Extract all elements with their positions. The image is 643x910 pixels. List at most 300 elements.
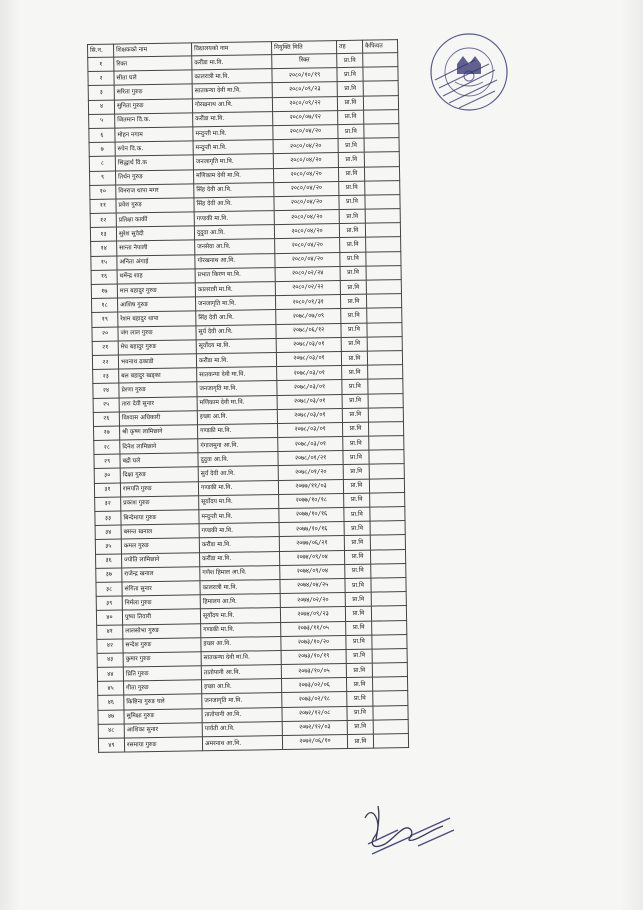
cell-appointment-date: २०७८/०६/१२ [276,323,341,338]
cell-school-name: तातोपानी आ.वि. [201,665,281,680]
cell-sn: ४ [88,100,114,115]
cell-appointment-date: २०८०/०४/२० [273,139,338,154]
cell-level: प्रा.वि [341,309,367,324]
cell-sn: १२ [90,213,116,228]
cell-teacher-name: रामपति गुरुङ [120,481,198,496]
cell-appointment-date: २०७७/११/०३ [278,479,343,494]
cell-sn: ४३ [97,653,123,668]
cell-teacher-name: बल बहादुर खड्का [119,368,197,383]
cell-remarks [372,634,407,649]
cell-teacher-name: रिक्त [114,56,192,71]
cell-sn: ३७ [96,568,122,583]
cell-teacher-name: मोहन नगाम [115,127,193,142]
cell-appointment-date: २०७८/०३/०१ [276,351,341,366]
cell-school-name: मन्दुन्ती मा.वि. [193,140,273,155]
cell-appointment-date: २०८०/०४/२० [273,167,338,182]
cell-school-name: गण्डकी मा.वि. [197,423,277,438]
cell-sn: ३२ [95,497,121,512]
cell-teacher-name: सीता घले [114,70,192,85]
cell-appointment-date: २०७३/११/०५ [281,621,346,636]
cell-appointment-date: २०८०/०९/२२ [272,96,337,111]
cell-level: प्रा.वि [344,507,370,522]
cell-sn: ६ [89,128,115,143]
cell-remarks [367,308,402,323]
cell-remarks [368,393,403,408]
cell-school-name: सातकन्या देवी मा.वि. [192,83,272,98]
cell-sn: १३ [90,227,116,242]
cell-appointment-date: २०७४/०९/०४ [280,564,345,579]
cell-appointment-date: २०७८/०३/०१ [278,437,343,452]
cell-school-name: कालरात्री मा.वि. [192,69,272,84]
cell-remarks [363,95,398,110]
cell-level: प्रा.वि [340,280,366,295]
cell-remarks [369,478,404,493]
cell-level: प्रा.वि [342,365,368,380]
cell-sn: १ [88,57,114,72]
cell-school-name: सिंह देवी आ.वि. [196,310,276,325]
cell-level: प्रा.वि [341,323,367,338]
cell-remarks [368,365,403,380]
cell-level: प्रा.वि [337,67,363,82]
cell-remarks [371,577,406,592]
cell-sn: ३० [94,468,120,483]
cell-teacher-name: विश्वास अधिकारी [119,411,197,426]
cell-school-name: सूर्योदय मा.वि. [196,338,276,353]
cell-teacher-name: जंग लाल गुरुङ [118,325,196,340]
cell-teacher-name: श्री कृष्ण लामिछाने [120,425,198,440]
cell-remarks [364,138,399,153]
cell-teacher-name: कमल गुरुङ [121,538,199,553]
cell-school-name: सूर्योदय मा.वि. [199,494,279,509]
cell-sn: २ [88,71,114,86]
cell-remarks [368,421,403,436]
cell-teacher-name: तारा देवी सुनार [119,396,197,411]
cell-remarks [367,336,402,351]
cell-teacher-name: प्रेरणा गुरुङ [119,382,197,397]
cell-level: प्रा.वि [347,706,373,721]
cell-appointment-date: २०७४/०९/२३ [280,607,345,622]
cell-school-name: सिंह देवी आ.वि. [194,182,274,197]
cell-sn: ११ [90,199,116,214]
cell-school-name: गोरखनाथ आ.वि. [192,97,272,112]
cell-teacher-name: पुष्पा तिवारी [122,609,200,624]
cell-level: प्रा.वि [346,677,372,692]
cell-appointment-date: २०८०/०४/२० [274,195,339,210]
cell-sn: ४८ [98,724,124,739]
cell-remarks [372,663,407,678]
cell-school-name: इच्छा आ.वि. [201,636,281,651]
cell-level: प्रा.वि [343,479,369,494]
cell-appointment-date: २०८०/०४/२० [275,238,340,253]
cell-remarks [365,180,400,195]
cell-school-name: सुर्य देवी आ.वि. [196,324,276,339]
cell-teacher-name: भवनाथ ढकाडी [118,354,196,369]
cell-remarks [366,237,401,252]
table-body [88,53,409,753]
cell-appointment-date: २०८०/०७/१२ [273,110,338,125]
cell-remarks [370,535,405,550]
cell-teacher-name: धर्मेन्द्र शाह [117,269,195,284]
cell-level: प्रा.वि [338,152,364,167]
cell-appointment-date: २०७२/१२/०८ [282,706,347,721]
cell-level: प्रा.वि [338,124,364,139]
cell-school-name: मणिकाम देवी मा.वि. [193,168,273,183]
cell-appointment-date: २०७७/१०/१६ [279,508,344,523]
cell-remarks [363,53,398,68]
header-school-name: विद्यालयको नाम [191,42,271,56]
cell-school-name: मन्दुन्ती मा.वि. [193,126,273,141]
cell-teacher-name: दिक्षा गुरुङ [120,467,198,482]
cell-school-name: तातोपानी आ.वि. [202,707,282,722]
cell-sn: २७ [94,426,120,441]
cell-school-name: गण्डकी मा.वि. [198,480,278,495]
cell-level: प्रा.वि [338,110,364,125]
cell-sn: ४९ [98,738,124,753]
cell-school-name: गण्डकी मा.वि. [201,622,281,637]
cell-remarks [366,280,401,295]
cell-level: प्रा.वि [346,649,372,664]
cell-teacher-name: प्रकाश गुरुङ [121,496,199,511]
cell-level: प्रा.वि [342,422,368,437]
cell-remarks [373,734,408,749]
cell-level: प्रा.वि [343,450,369,465]
cell-remarks [368,379,403,394]
cell-level: प्रा.वि [339,181,365,196]
cell-school-name: गण्डकी मा.वि. [199,523,279,538]
cell-appointment-date: २०८०/०४/२० [274,181,339,196]
cell-appointment-date: २०८०/०४/२० [274,210,339,225]
cell-school-name: करौंडा मा.वि. [199,551,279,566]
cell-appointment-date: २०७७/०६/२१ [279,536,344,551]
cell-sn: ३५ [95,539,121,554]
cell-appointment-date: २०७४/०४/२५ [280,578,345,593]
cell-remarks [370,521,405,536]
cell-teacher-name: मान बहादुर गुरुङ [117,283,195,298]
cell-school-name: करौंडा मा.वि. [196,353,276,368]
cell-level: प्रा.वि [347,720,373,735]
cell-level: प्रा.वि [339,195,365,210]
header-level: तह [336,40,362,53]
cell-appointment-date: २०८०/०४/२० [273,153,338,168]
cell-level: प्रा.वि [344,521,370,536]
cell-sn: १८ [92,298,118,313]
cell-remarks [366,251,401,266]
cell-sn: १६ [91,270,117,285]
cell-remarks [367,351,402,366]
cell-appointment-date: २०७७/१०/१६ [279,522,344,537]
cell-teacher-name: आशिष गुरुङ [117,297,195,312]
cell-level: प्रा.वि [342,394,368,409]
cell-level: प्रा.वि [340,238,366,253]
cell-remarks [369,464,404,479]
cell-appointment-date: २०७८/०३/०१ [277,408,342,423]
cell-sn: २४ [93,383,119,398]
cell-remarks [369,450,404,465]
cell-remarks [364,166,399,181]
cell-teacher-name: प्रतिक्षा कार्की [116,212,194,227]
cell-appointment-date: २०८०/०४/२० [273,125,338,140]
cell-sn: ३ [88,85,114,100]
cell-teacher-name: ज्योति लामिछाने [122,552,200,567]
cell-school-name: मन्दुन्ती मा.वि. [199,509,279,524]
cell-appointment-date: २०७८/०१/२१ [278,451,343,466]
cell-appointment-date: २०७८/०३/०१ [277,366,342,381]
cell-school-name: पार्वती आ.वि. [202,721,282,736]
cell-school-name: सातकन्या देवी मा.वि. [201,650,281,665]
cell-level: प्रा.वि [346,663,372,678]
cell-teacher-name: सुनिता गुरुङ [114,98,192,113]
cell-sn: ४५ [98,681,124,696]
cell-teacher-name: आशिका सुनार [124,723,202,738]
cell-school-name: अमरनाथ आ.वि. [202,736,282,751]
cell-level: प्रा.वि [342,408,368,423]
cell-level: प्रा.वि [343,436,369,451]
cell-teacher-name: सन्देश गुरुङ [123,637,201,652]
cell-teacher-name: सुरेश सुवेदी [116,226,194,241]
cell-appointment-date: २०८०/०२/२२ [275,281,340,296]
cell-level: प्रा.वि [345,606,371,621]
cell-remarks [365,223,400,238]
cell-sn: १७ [91,284,117,299]
cell-teacher-name: दिनेश लामिछाने [120,439,198,454]
cell-level: प्रा.वि [337,82,363,97]
header-remarks: कैफियत [362,40,397,54]
cell-sn: २२ [92,355,118,370]
cell-sn: २८ [94,440,120,455]
cell-teacher-name: सरिता गुरुङ [114,84,192,99]
cell-teacher-name: बिन्देमाया गुरुङ [121,510,199,525]
cell-teacher-name: तिर्थन गुरुङ [115,169,193,184]
cell-remarks [372,677,407,692]
cell-school-name: सातकन्या देवी मा.वि. [197,367,277,382]
cell-school-name: दुदुवा आ.वि. [194,225,274,240]
cell-appointment-date: २०८०/०९/२३ [272,82,337,97]
officer-stamp [360,800,470,860]
cell-remarks [363,81,398,96]
cell-teacher-name: बसन्त खनाल [121,524,199,539]
header-teacher-name: शिक्षकको नाम [114,43,192,57]
cell-teacher-name: संगिता सुनार [122,581,200,596]
cell-remarks [370,492,405,507]
cell-sn: ९ [89,171,115,186]
cell-level: प्रा.वि [345,592,371,607]
teacher-roster-table [87,39,409,753]
cell-teacher-name: गीता गुरुङ [124,680,202,695]
cell-teacher-name: सिद्धार्थ वि.क [115,155,193,170]
cell-teacher-name: प्रिति गुरुङ [123,666,201,681]
cell-level: प्रा.वि [337,96,363,111]
cell-sn: ३६ [96,554,122,569]
header-appointment-date: नियुक्ति मिति [271,41,336,55]
cell-teacher-name: अनिता अंगाई [117,254,195,269]
cell-level: प्रा.वि [338,167,364,182]
cell-teacher-name: रुपेन वि.क. [115,141,193,156]
cell-school-name: प्रभात किरण मा.वि. [195,267,275,282]
cell-remarks [364,109,399,124]
cell-level: प्रा.वि [347,734,373,749]
cell-remarks [364,152,399,167]
cell-appointment-date: २०७८/०७/०९ [276,309,341,324]
cell-sn: २० [92,327,118,342]
cell-school-name: जनजागृति मा.वि. [202,693,282,708]
cell-school-name: गण्डकी मा.वि. [194,211,274,226]
cell-appointment-date: २०७८/०१/२० [278,465,343,480]
cell-level: प्रा.वि [337,53,363,68]
cell-remarks [367,322,402,337]
cell-sn: ३४ [95,525,121,540]
cell-remarks [373,705,408,720]
cell-remarks [372,620,407,635]
cell-appointment-date: २०७३/०२/०६ [281,678,346,693]
cell-school-name: कालरात्री मा.वि. [195,282,275,297]
cell-appointment-date: २०७४/०२/२० [280,593,345,608]
cell-remarks [366,294,401,309]
cell-sn: २३ [93,369,119,384]
cell-school-name: इच्छा आ.वि. [202,679,282,694]
cell-school-name: जनजागृति मा.वि. [195,296,275,311]
cell-remarks [369,436,404,451]
cell-remarks [364,124,399,139]
cell-school-name: करौंडा मा.वि. [199,537,279,552]
cell-appointment-date: २०७८/०३/०१ [277,380,342,395]
cell-appointment-date: २०७३/०२/१८ [282,692,347,707]
cell-teacher-name: निर्मला गुरुङ [122,595,200,610]
cell-remarks [371,606,406,621]
cell-remarks [370,507,405,522]
cell-sn: १९ [92,312,118,327]
cell-school-name: करौंडा मा.वि. [192,55,272,70]
cell-school-name: जनजागृति मा.वि. [193,154,273,169]
cell-school-name: करौंडा मा.वि. [193,111,273,126]
cell-teacher-name: विनराज थापा मगर [116,184,194,199]
cell-appointment-date: २०७३/१०/१९ [281,649,346,664]
cell-teacher-name: कुमार गुरुङ [123,652,201,667]
cell-appointment-date: २०७३/१०/०५ [281,664,346,679]
cell-level: प्रा.वि [345,578,371,593]
cell-appointment-date: २०७२/०६/१० [282,734,347,749]
cell-level: प्रा.वि [341,337,367,352]
cell-school-name: गणेश हिमाल आ.वि. [200,565,280,580]
cell-sn: ७ [89,142,115,157]
cell-remarks [365,194,400,209]
cell-teacher-name: जितमान वि.क. [115,113,193,128]
cell-teacher-name: लालसोभा गुरुङ [123,623,201,638]
cell-sn: ३९ [96,596,122,611]
cell-level: प्रा.वि [340,266,366,281]
cell-teacher-name: राजेन्द्र खनाल [122,567,200,582]
cell-appointment-date: २०८०/०४/२० [274,224,339,239]
cell-sn: २९ [94,454,120,469]
cell-sn: ४१ [97,625,123,640]
cell-level: प्रा.वि [340,294,366,309]
cell-school-name: जनजागृति मा.वि. [197,381,277,396]
cell-remarks [373,691,408,706]
cell-school-name: दुदुवा आ.वि. [198,452,278,467]
cell-appointment-date: २०७७/१०/१८ [279,493,344,508]
cell-school-name: सूर्योदय मा.वि. [200,608,280,623]
cell-remarks [371,563,406,578]
cell-appointment-date: २०७८/०३/०१ [277,422,342,437]
cell-sn: २५ [93,398,119,413]
cell-level: प्रा.वि [344,550,370,565]
cell-level: प्रा.वि [346,635,372,650]
cell-appointment-date: २०७३/१०/२० [281,635,346,650]
cell-sn: १० [90,185,116,200]
cell-sn: १५ [91,256,117,271]
cell-remarks [366,265,401,280]
cell-sn: ५ [89,114,115,129]
cell-appointment-date: २०७२/१२/०३ [282,720,347,735]
cell-school-name: गोरखनाथ आ.वि. [195,253,275,268]
cell-school-name: गंगाजमुना आ.वि. [198,438,278,453]
cell-remarks [372,648,407,663]
seal-text-lines-icon [425,40,515,110]
cell-remarks [363,67,398,82]
cell-remarks [365,209,400,224]
cell-level: प्रा.वि [338,138,364,153]
cell-level: प्रा.वि [347,692,373,707]
cell-sn: २६ [93,412,119,427]
cell-sn: ४० [96,610,122,625]
cell-school-name: सिंह देवी आ.वि. [194,196,274,211]
cell-level: प्रा.वि [342,379,368,394]
cell-school-name: मणिकाम देवी मा.वि. [197,395,277,410]
cell-teacher-name: प्रवेश गुरुङ [116,198,194,213]
cell-appointment-date: २०८०/०४/२० [275,252,340,267]
cell-sn: ४४ [97,667,123,682]
cell-appointment-date: २०७८/०३/०१ [277,394,342,409]
cell-level: प्रा.वि [339,223,365,238]
cell-teacher-name: सुमिक्षा गुरुङ [124,708,202,723]
cell-sn: ३३ [95,511,121,526]
cell-school-name: इच्छा आ.वि. [197,409,277,424]
cell-teacher-name: सान्ता नेपाली [117,240,195,255]
cell-teacher-name: बद्री घले [120,453,198,468]
header-sn: सि.न. [88,44,114,57]
cell-level: प्रा.वि [344,535,370,550]
cell-sn: ३८ [96,582,122,597]
cell-sn: ८ [89,156,115,171]
cell-teacher-name: मेघ बहादुर गुरुङ [118,340,196,355]
cell-school-name: जनसेवा आ.वि. [195,239,275,254]
cell-sn: ३१ [94,483,120,498]
cell-school-name: कालरात्री मा.वि. [200,579,280,594]
cell-level: प्रा.वि [344,493,370,508]
cell-sn: २१ [92,341,118,356]
cell-sn: ४६ [98,695,124,710]
cell-teacher-name: रसमाया गुरुङ [124,737,202,752]
cell-appointment-date: २०८०/०१/३१ [275,295,340,310]
cell-level: प्रा.वि [343,465,369,480]
cell-sn: ४७ [98,710,124,725]
cell-appointment-date: २०८०/०२/२४ [275,266,340,281]
cell-level: प्रा.वि [340,252,366,267]
cell-appointment-date: २०८०/१०/१९ [272,68,337,83]
cell-sn: १४ [91,241,117,256]
cell-level: प्रा.वि [345,564,371,579]
cell-appointment-date: रिक्त [272,54,337,69]
cell-level: प्रा.वि [346,621,372,636]
cell-level: प्रा.वि [339,209,365,224]
cell-teacher-name: किष्टिना गुरुङ घले [124,694,202,709]
cell-teacher-name: रेशम बहादुर थापा [118,311,196,326]
cell-level: प्रा.वि [341,351,367,366]
cell-remarks [371,592,406,607]
cell-remarks [368,407,403,422]
cell-school-name: सुर्य देवी आ.वि. [198,466,278,481]
cell-remarks [373,719,408,734]
cell-sn: ४२ [97,639,123,654]
